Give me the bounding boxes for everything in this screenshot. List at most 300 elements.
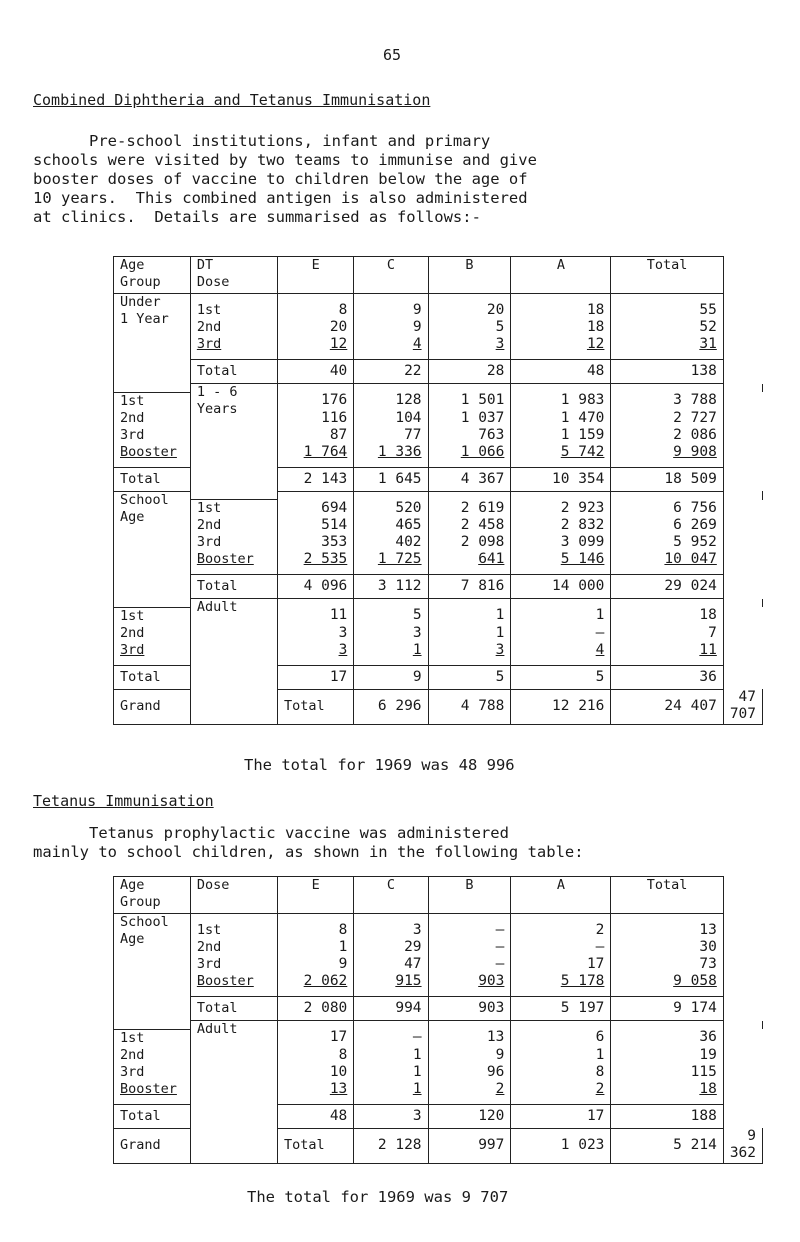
value-cell: 47	[354, 956, 428, 973]
spacer-row	[114, 384, 763, 393]
value-cell: 18	[611, 607, 723, 625]
spacer-cell	[428, 384, 511, 393]
spacer-cell	[511, 1021, 611, 1030]
dose-cell: 2nd	[190, 319, 277, 336]
total-value: 29 024	[611, 575, 723, 599]
dose-cell	[114, 642, 191, 666]
paragraph-line: Pre-school institutions, infant and primary	[33, 132, 491, 150]
cell-text: 3rd	[120, 641, 145, 658]
value-cell: 8	[278, 922, 354, 939]
cell-text: 1 336	[377, 443, 422, 460]
value-cell: 20	[278, 319, 354, 336]
spacer-cell	[611, 1021, 723, 1030]
column-header: Age Group	[114, 877, 191, 914]
cell-text: 9 908	[673, 443, 717, 460]
value-cell	[354, 973, 428, 997]
value-cell	[428, 1081, 511, 1105]
cell-text: 1 764	[303, 443, 348, 460]
value-cell	[278, 642, 354, 666]
spacer-row	[114, 914, 763, 923]
cell-text: 5 178	[560, 973, 605, 989]
value-cell	[611, 336, 723, 360]
table-row	[114, 956, 763, 973]
column-header: Total	[611, 257, 723, 294]
value-cell: 13	[428, 1029, 511, 1047]
cell-text: 2 535	[303, 551, 348, 567]
spacer-row	[114, 294, 763, 303]
value-cell: 19	[611, 1047, 723, 1064]
dose-cell: 2nd	[114, 410, 191, 427]
total-label: Total	[114, 665, 191, 689]
value-cell: 763	[428, 427, 511, 444]
value-cell: 5	[428, 319, 511, 336]
spacer-cell	[611, 914, 723, 923]
spacer-cell	[354, 384, 428, 393]
total-value: 9 174	[611, 997, 723, 1021]
dose-cell	[114, 1081, 191, 1105]
spacer-cell	[511, 491, 611, 500]
value-cell	[278, 336, 354, 360]
total-label: Total	[114, 467, 191, 491]
cell-text: Booster	[120, 1080, 177, 1097]
cell-text: 3	[495, 641, 505, 658]
value-cell: 18	[511, 302, 611, 319]
column-header: E	[278, 877, 354, 914]
value-cell: 3 099	[511, 534, 611, 551]
section-title-tetanus: Tetanus Immunisation	[33, 792, 214, 810]
cell-text: 1 725	[377, 551, 422, 567]
cell-text: 10 047	[664, 551, 717, 567]
column-header: E	[278, 257, 354, 294]
value-cell: 1 501	[428, 392, 511, 410]
spacer-cell	[278, 294, 354, 303]
value-cell	[278, 444, 354, 468]
table-row	[114, 500, 763, 518]
header-row	[114, 257, 763, 294]
value-cell: 1	[428, 607, 511, 625]
intro-paragraph	[33, 132, 537, 227]
value-cell: 2 832	[511, 517, 611, 534]
dose-cell: 2nd	[114, 1047, 191, 1064]
value-cell	[278, 973, 354, 997]
dose-cell: 1st	[114, 1029, 191, 1047]
value-cell: 17	[278, 1029, 354, 1047]
value-cell	[611, 973, 723, 997]
value-cell: 9	[354, 302, 428, 319]
value-cell: 2 086	[611, 427, 723, 444]
total-value: 22	[354, 360, 428, 384]
value-cell	[611, 642, 723, 666]
value-cell: 1 470	[511, 410, 611, 427]
total-value: 3 112	[354, 575, 428, 599]
value-cell: 20	[428, 302, 511, 319]
cell-text: 3	[495, 336, 505, 352]
column-header: Age Group	[114, 257, 191, 294]
cell-text: 11	[699, 641, 717, 658]
value-cell	[428, 336, 511, 360]
value-cell: 9	[278, 956, 354, 973]
dose-cell: 3rd	[190, 956, 277, 973]
value-cell: 402	[354, 534, 428, 551]
grand-label: Grand	[114, 689, 191, 724]
column-header: Total	[611, 877, 723, 914]
value-cell: 1	[354, 1064, 428, 1081]
value-cell	[511, 551, 611, 575]
grand-value: 24 407	[611, 689, 723, 724]
total-label: Total	[114, 1104, 191, 1128]
value-cell: 73	[611, 956, 723, 973]
value-cell: 2	[511, 922, 611, 939]
value-cell: 52	[611, 319, 723, 336]
cell-text: 1	[412, 1080, 422, 1097]
total-value: 40	[278, 360, 354, 384]
dose-cell: 2nd	[190, 517, 277, 534]
grand-value: 997	[428, 1128, 511, 1163]
total-value: 18 509	[611, 467, 723, 491]
paragraph-line: at clinics. Details are summarised as follows:-	[33, 208, 481, 226]
total-value: 10 354	[511, 467, 611, 491]
value-cell: –	[428, 922, 511, 939]
paragraph-line: Tetanus prophylactic vaccine was administered	[33, 824, 509, 842]
total-value: 7 816	[428, 575, 511, 599]
total-value: 17	[511, 1104, 611, 1128]
value-cell	[354, 642, 428, 666]
value-cell: 1	[278, 939, 354, 956]
spacer-cell	[278, 491, 354, 500]
group-label: Adult	[190, 1021, 277, 1164]
value-cell: 128	[354, 392, 428, 410]
column-header: Dose	[190, 877, 277, 914]
spacer-cell	[278, 599, 354, 608]
value-cell: 36	[611, 1029, 723, 1047]
value-cell: 176	[278, 392, 354, 410]
value-cell: 1 037	[428, 410, 511, 427]
dose-cell	[190, 973, 277, 997]
grand-label: Total	[278, 1128, 354, 1163]
cell-text: 3rd	[196, 336, 222, 352]
grand-value: 5 214	[611, 1128, 723, 1163]
value-cell	[428, 642, 511, 666]
cell-text: 12	[329, 336, 348, 352]
value-cell	[354, 551, 428, 575]
value-cell: –	[511, 625, 611, 642]
cell-text: 12	[586, 336, 605, 352]
value-cell	[511, 1081, 611, 1105]
dt-total-footer: The total for 1969 was 48 996	[244, 756, 515, 774]
total-value: 14 000	[511, 575, 611, 599]
spacer-cell	[723, 491, 762, 500]
group-label: 1 - 6 Years	[190, 384, 277, 500]
total-value: 3	[354, 1104, 428, 1128]
cell-text: Booster	[196, 973, 254, 989]
spacer-cell	[354, 294, 428, 303]
value-cell: 3	[278, 625, 354, 642]
value-cell: –	[511, 939, 611, 956]
total-value: 5	[428, 665, 511, 689]
spacer-cell	[428, 1021, 511, 1030]
spacer-cell	[511, 599, 611, 608]
dose-cell: 3rd	[190, 534, 277, 551]
cell-text: 915	[395, 973, 422, 989]
value-cell: 1	[428, 625, 511, 642]
cell-text: Booster	[196, 551, 254, 567]
dose-cell: 2nd	[190, 939, 277, 956]
spacer-cell	[428, 294, 511, 303]
grand-label: Total	[278, 689, 354, 724]
total-value: 2 143	[278, 467, 354, 491]
paragraph-line: mainly to school children, as shown in the following table:	[33, 843, 584, 861]
total-value: 2 080	[278, 997, 354, 1021]
value-cell: 2 458	[428, 517, 511, 534]
value-cell: 17	[511, 956, 611, 973]
cell-text: 1 066	[460, 443, 505, 460]
column-header: A	[511, 257, 611, 294]
value-cell: 6 756	[611, 500, 723, 518]
value-cell: 6	[511, 1029, 611, 1047]
dose-cell: 1st	[190, 500, 277, 518]
spacer-cell	[611, 384, 723, 393]
value-cell	[428, 444, 511, 468]
value-cell: 1 159	[511, 427, 611, 444]
dose-cell: 1st	[114, 392, 191, 410]
value-cell	[278, 551, 354, 575]
total-value: 5 197	[511, 997, 611, 1021]
total-value: 994	[354, 997, 428, 1021]
section-title-combined: Combined Diphtheria and Tetanus Immunisation	[33, 91, 431, 109]
cell-text: 18	[699, 1080, 717, 1097]
dose-cell: 3rd	[114, 427, 191, 444]
spacer-cell	[190, 294, 277, 303]
total-label: Total	[190, 997, 277, 1021]
value-cell	[611, 444, 723, 468]
value-cell: 1 983	[511, 392, 611, 410]
cell-text: 13	[329, 1080, 348, 1097]
dose-cell: 3rd	[114, 1064, 191, 1081]
value-cell: 77	[354, 427, 428, 444]
grand-value: 1 023	[511, 1128, 611, 1163]
value-cell: 9	[354, 319, 428, 336]
paragraph-line: 10 years. This combined antigen is also administered	[33, 189, 528, 207]
cell-text: 1	[412, 641, 422, 658]
grand-value: 4 788	[428, 689, 511, 724]
column-header: C	[354, 877, 428, 914]
dose-cell: 1st	[190, 302, 277, 319]
column-header: B	[428, 257, 511, 294]
total-value: 903	[428, 997, 511, 1021]
tetanus-total-footer: The total for 1969 was 9 707	[247, 1188, 509, 1206]
value-cell: 10	[278, 1064, 354, 1081]
spacer-cell	[354, 1021, 428, 1030]
value-cell: 2 098	[428, 534, 511, 551]
value-cell	[428, 973, 511, 997]
table-row	[114, 939, 763, 956]
total-value: 9	[354, 665, 428, 689]
spacer-cell	[354, 599, 428, 608]
value-cell: –	[354, 1029, 428, 1047]
cell-text: 2	[595, 1080, 605, 1097]
value-cell: 104	[354, 410, 428, 427]
cell-text: 903	[478, 973, 505, 989]
value-cell: 520	[354, 500, 428, 518]
spacer-cell	[723, 1021, 762, 1030]
value-cell	[354, 444, 428, 468]
total-value: 138	[611, 360, 723, 384]
value-cell: 353	[278, 534, 354, 551]
total-value: 17	[278, 665, 354, 689]
value-cell: 18	[511, 319, 611, 336]
total-row	[114, 575, 763, 599]
column-header: A	[511, 877, 611, 914]
value-cell: 514	[278, 517, 354, 534]
value-cell	[511, 973, 611, 997]
table-row	[114, 319, 763, 336]
spacer-cell	[428, 914, 511, 923]
spacer-cell	[428, 491, 511, 500]
cell-text: 9 058	[673, 973, 717, 989]
total-label: Total	[190, 575, 277, 599]
cell-text: 641	[478, 551, 505, 567]
total-value: 36	[611, 665, 723, 689]
total-value: 28	[428, 360, 511, 384]
cell-text: 4	[595, 641, 605, 658]
group-label: Under 1 Year	[114, 294, 191, 393]
value-cell: 115	[611, 1064, 723, 1081]
value-cell	[278, 1081, 354, 1105]
total-row	[114, 997, 763, 1021]
cell-text: 5 146	[560, 551, 605, 567]
grand-value: 6 296	[354, 689, 428, 724]
table-row	[114, 922, 763, 939]
value-cell: 3	[354, 922, 428, 939]
value-cell	[511, 642, 611, 666]
dose-cell	[190, 551, 277, 575]
spacer-cell	[354, 914, 428, 923]
group-label: School Age	[114, 491, 191, 607]
total-row	[114, 360, 763, 384]
value-cell: 694	[278, 500, 354, 518]
cell-text: Booster	[120, 443, 177, 460]
total-value: 120	[428, 1104, 511, 1128]
column-header: B	[428, 877, 511, 914]
cell-text: 31	[699, 336, 717, 352]
total-value: 48	[511, 360, 611, 384]
total-value: 48	[278, 1104, 354, 1128]
value-cell: –	[428, 939, 511, 956]
spacer-cell	[723, 384, 762, 393]
table-row	[114, 551, 763, 575]
value-cell: 3	[354, 625, 428, 642]
total-value: 4 096	[278, 575, 354, 599]
spacer-cell	[611, 491, 723, 500]
group-label: School Age	[114, 914, 191, 1030]
group-label: Adult	[190, 599, 277, 725]
paragraph-line: booster doses of vaccine to children below the age of	[33, 170, 528, 188]
value-cell: 1	[511, 607, 611, 625]
value-cell	[611, 1081, 723, 1105]
value-cell	[511, 336, 611, 360]
value-cell: 465	[354, 517, 428, 534]
grand-value: 9 362	[723, 1128, 762, 1163]
value-cell: 13	[611, 922, 723, 939]
total-label: Total	[190, 360, 277, 384]
dose-cell: 1st	[114, 607, 191, 625]
tetanus-paragraph	[33, 824, 584, 862]
value-cell: 7	[611, 625, 723, 642]
cell-text: 2 062	[303, 973, 348, 989]
spacer-cell	[278, 1021, 354, 1030]
value-cell	[611, 551, 723, 575]
cell-text: 2	[495, 1080, 505, 1097]
grand-label: Grand	[114, 1128, 191, 1163]
grand-value: 12 216	[511, 689, 611, 724]
value-cell: 87	[278, 427, 354, 444]
value-cell: 5 952	[611, 534, 723, 551]
spacer-cell	[611, 599, 723, 608]
value-cell: 6 269	[611, 517, 723, 534]
column-header: DT Dose	[190, 257, 277, 294]
value-cell: 5	[354, 607, 428, 625]
value-cell	[511, 444, 611, 468]
value-cell: 55	[611, 302, 723, 319]
value-cell: 116	[278, 410, 354, 427]
grand-value: 2 128	[354, 1128, 428, 1163]
spacer-cell	[190, 914, 277, 923]
cell-text: 3	[338, 641, 348, 658]
table-row	[114, 336, 763, 360]
spacer-cell	[428, 599, 511, 608]
value-cell: 2 727	[611, 410, 723, 427]
header-row	[114, 877, 763, 914]
spacer-cell	[511, 294, 611, 303]
tetanus-immunisation-table	[113, 876, 763, 1164]
paragraph-line: schools were visited by two teams to immunise and give	[33, 151, 537, 169]
table-row	[114, 517, 763, 534]
value-cell: 8	[278, 302, 354, 319]
spacer-cell	[278, 384, 354, 393]
value-cell	[354, 336, 428, 360]
column-header: C	[354, 257, 428, 294]
cell-text: 5 742	[560, 443, 605, 460]
spacer-cell	[354, 491, 428, 500]
dose-cell	[190, 336, 277, 360]
value-cell: 3 788	[611, 392, 723, 410]
spacer-cell	[511, 914, 611, 923]
value-cell: 1	[354, 1047, 428, 1064]
value-cell: 2 923	[511, 500, 611, 518]
value-cell: 29	[354, 939, 428, 956]
value-cell: 30	[611, 939, 723, 956]
spacer-cell	[278, 914, 354, 923]
table-row	[114, 534, 763, 551]
value-cell: 8	[511, 1064, 611, 1081]
value-cell: 96	[428, 1064, 511, 1081]
total-value: 1 645	[354, 467, 428, 491]
total-value: 5	[511, 665, 611, 689]
value-cell: 8	[278, 1047, 354, 1064]
value-cell: 9	[428, 1047, 511, 1064]
value-cell	[428, 551, 511, 575]
spacer-cell	[611, 294, 723, 303]
spacer-cell	[723, 599, 762, 608]
spacer-cell	[511, 384, 611, 393]
value-cell: 1	[511, 1047, 611, 1064]
value-cell: –	[428, 956, 511, 973]
spacer-row	[114, 1021, 763, 1030]
table-row	[114, 973, 763, 997]
value-cell	[354, 1081, 428, 1105]
dose-cell: 2nd	[114, 625, 191, 642]
value-cell: 11	[278, 607, 354, 625]
